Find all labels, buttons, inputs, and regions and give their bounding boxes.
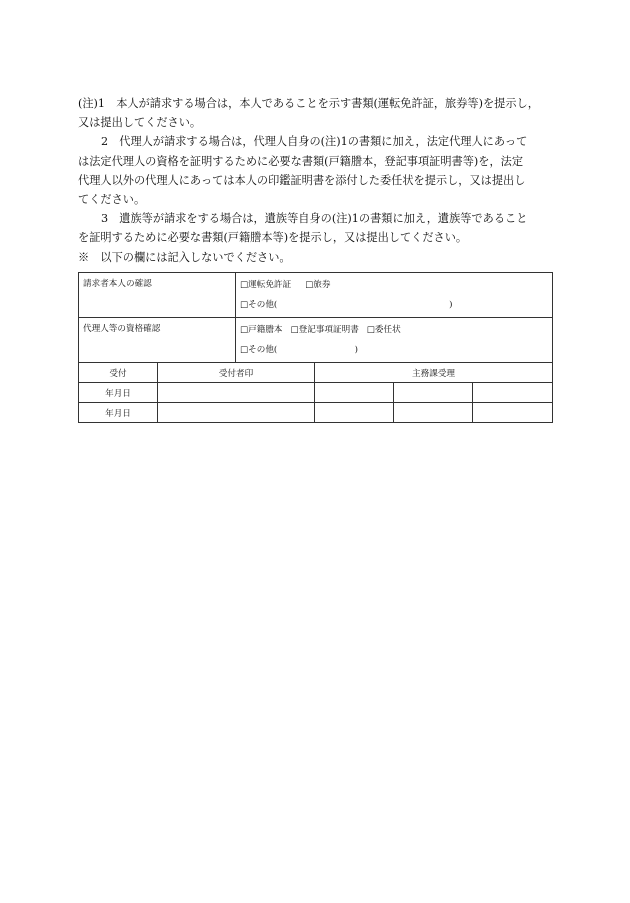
- main-section-cell-1a[interactable]: [315, 383, 394, 403]
- date-row-1: [79, 383, 553, 403]
- note-3-line-1: 3 遺族等が請求をする場合は，遺族等自身の(注)1の書類に加え，遺族等であること: [101, 212, 528, 226]
- office-use-table: [78, 272, 553, 423]
- checkbox-koseki[interactable]: □戸籍謄本: [240, 325, 283, 335]
- main-section-cell-2b[interactable]: [394, 403, 473, 423]
- receiver-seal-cell-1[interactable]: [158, 383, 315, 403]
- note-2-line-2: は法定代理人の資格を証明するために必要な書類(戸籍謄本，登記事項証明書等)を，法定: [78, 154, 524, 168]
- notes-section: [78, 94, 556, 267]
- main-section-cell-2c[interactable]: [473, 403, 553, 423]
- note-3-line-2: を証明するために必要な書類(戸籍謄本等)を提示し，又は提出してください。: [78, 231, 468, 245]
- note-2-line-1: 2 代理人が請求する場合は，代理人自身の(注)1の書類に加え，法定代理人にあって: [101, 135, 528, 149]
- checkbox-agent-other[interactable]: □その他( ): [240, 345, 358, 355]
- main-section-cell-1b[interactable]: [394, 383, 473, 403]
- main-section-cell-1c[interactable]: [473, 383, 553, 403]
- agent-verification-options: [236, 318, 553, 363]
- do-not-fill-warning: ※ 以下の欄には記入しないでください。: [78, 250, 291, 264]
- main-section-receipt-header: 主務課受理: [315, 363, 553, 383]
- requester-verification-label: 請求者本人の確認: [79, 273, 236, 318]
- date-row-2: [79, 403, 553, 423]
- checkbox-proxy-letter[interactable]: □委任状: [366, 325, 401, 335]
- date-label-2: 年月日: [79, 403, 158, 423]
- note-2-line-3: 代理人以外の代理人にあっては本人の印鑑証明書を添付した委任状を提示し，又は提出し: [78, 173, 526, 187]
- receiver-seal-header: 受付者印: [158, 363, 315, 383]
- receiver-seal-cell-2[interactable]: [158, 403, 315, 423]
- requester-verification-row: [79, 273, 553, 318]
- receipt-header-row: [79, 363, 553, 383]
- receipt-header: 受付: [79, 363, 158, 383]
- checkbox-passport[interactable]: □旅券: [305, 280, 331, 290]
- note-1-line-1: (注)1 本人が請求する場合は，本人であることを示す書類(運転免許証，旅券等)を提示し，: [78, 97, 539, 110]
- checkbox-requester-other[interactable]: □その他( ): [240, 300, 453, 310]
- main-section-cell-2a[interactable]: [315, 403, 394, 423]
- note-2-line-4: てください。: [78, 193, 146, 207]
- checkbox-registry-certificate[interactable]: □登記事項証明書: [290, 325, 359, 335]
- note-1-line-2: 又は提出してください。: [78, 116, 202, 130]
- date-label-1: 年月日: [79, 383, 158, 403]
- checkbox-drivers-license[interactable]: □運転免許証: [240, 280, 292, 290]
- agent-verification-row: [79, 318, 553, 363]
- agent-verification-label: 代理人等の資格確認: [79, 318, 236, 363]
- requester-verification-options: [236, 273, 553, 318]
